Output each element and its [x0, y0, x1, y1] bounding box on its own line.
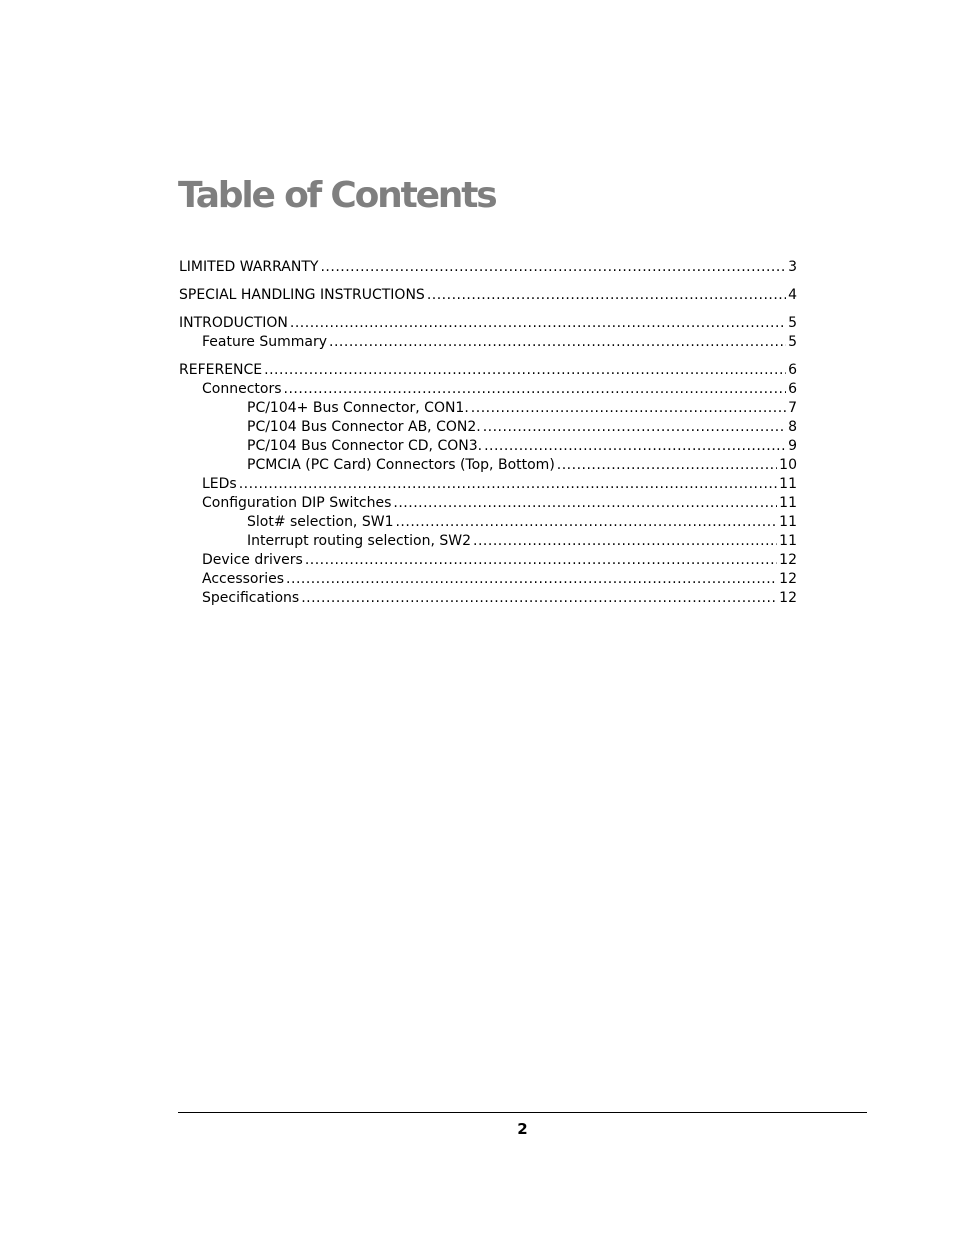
toc-dot-leader	[264, 361, 786, 380]
toc-entry-page: 12	[779, 590, 797, 606]
toc-entry[interactable]	[179, 380, 797, 399]
toc-entry-page: 11	[779, 533, 797, 549]
toc-entry-label: Feature Summary	[202, 334, 328, 350]
toc-entry-page: 8	[788, 419, 797, 435]
toc-entry[interactable]	[179, 258, 797, 277]
toc-entry-label: PC/104 Bus Connector AB, CON2.	[247, 419, 481, 435]
toc-entry-label: LEDs	[202, 476, 237, 492]
toc-entry[interactable]	[179, 418, 797, 437]
toc-entry[interactable]	[179, 570, 797, 589]
toc-entry[interactable]	[179, 314, 797, 333]
toc-entry-label: Specifications	[202, 590, 300, 606]
toc-entry-page: 4	[788, 287, 797, 303]
toc-entry-page: 11	[779, 476, 797, 492]
toc-dot-leader	[286, 570, 777, 589]
toc-dot-leader	[239, 475, 777, 494]
page-title: Table of Contents	[178, 175, 496, 216]
toc-entry[interactable]	[179, 333, 797, 352]
toc-entry[interactable]	[179, 494, 797, 513]
toc-dot-leader	[473, 532, 777, 551]
toc-entry-label: Interrupt routing selection, SW2	[247, 533, 472, 549]
toc-entry-page: 9	[788, 438, 797, 454]
toc-dot-leader	[557, 456, 777, 475]
toc-entry-label: SPECIAL HANDLING INSTRUCTIONS	[179, 287, 425, 303]
toc-dot-leader	[301, 589, 777, 608]
toc-entry[interactable]	[179, 589, 797, 608]
toc-entry[interactable]	[179, 399, 797, 418]
toc-dot-leader	[329, 333, 786, 352]
toc-dot-leader	[471, 399, 786, 418]
toc-dot-leader	[290, 314, 786, 333]
toc-entry-label: PC/104+ Bus Connector, CON1.	[247, 400, 469, 416]
toc-entry-label: Accessories	[202, 571, 285, 587]
toc-entry-label: Slot# selection, SW1	[247, 514, 394, 530]
footer-divider	[178, 1112, 867, 1113]
toc-dot-leader	[484, 437, 786, 456]
toc-entry-label: Configuration DIP Switches	[202, 495, 392, 511]
toc-entry[interactable]	[179, 361, 797, 380]
toc-entry-page: 10	[779, 457, 797, 473]
page-number: 2	[517, 1120, 528, 1138]
toc-dot-leader	[393, 494, 777, 513]
toc-entry-label: Connectors	[202, 381, 282, 397]
toc-entry-label: PC/104 Bus Connector CD, CON3.	[247, 438, 483, 454]
toc-entry[interactable]	[179, 551, 797, 570]
toc-entry-label: PCMCIA (PC Card) Connectors (Top, Bottom)	[247, 457, 555, 473]
toc-entry[interactable]	[179, 532, 797, 551]
toc-entry[interactable]	[179, 437, 797, 456]
toc-entry-page: 11	[779, 514, 797, 530]
toc-entry-label: LIMITED WARRANTY	[179, 259, 319, 275]
table-of-contents	[179, 258, 797, 608]
toc-dot-leader	[395, 513, 777, 532]
toc-entry-label: REFERENCE	[179, 362, 263, 378]
toc-entry-page: 7	[788, 400, 797, 416]
toc-dot-leader	[284, 380, 787, 399]
toc-entry-page: 3	[788, 259, 797, 275]
toc-entry-page: 5	[788, 334, 797, 350]
toc-dot-leader	[320, 258, 786, 277]
toc-entry-page: 6	[788, 362, 797, 378]
toc-entry-page: 12	[779, 552, 797, 568]
toc-entry[interactable]	[179, 513, 797, 532]
toc-entry-page: 12	[779, 571, 797, 587]
toc-entry-label: INTRODUCTION	[179, 315, 288, 331]
toc-entry[interactable]	[179, 286, 797, 305]
toc-dot-leader	[427, 286, 786, 305]
toc-entry-label: Device drivers	[202, 552, 303, 568]
toc-dot-leader	[483, 418, 786, 437]
toc-entry[interactable]	[179, 456, 797, 475]
toc-entry-page: 5	[788, 315, 797, 331]
toc-entry[interactable]	[179, 475, 797, 494]
toc-entry-page: 6	[788, 381, 797, 397]
toc-dot-leader	[305, 551, 777, 570]
toc-entry-page: 11	[779, 495, 797, 511]
